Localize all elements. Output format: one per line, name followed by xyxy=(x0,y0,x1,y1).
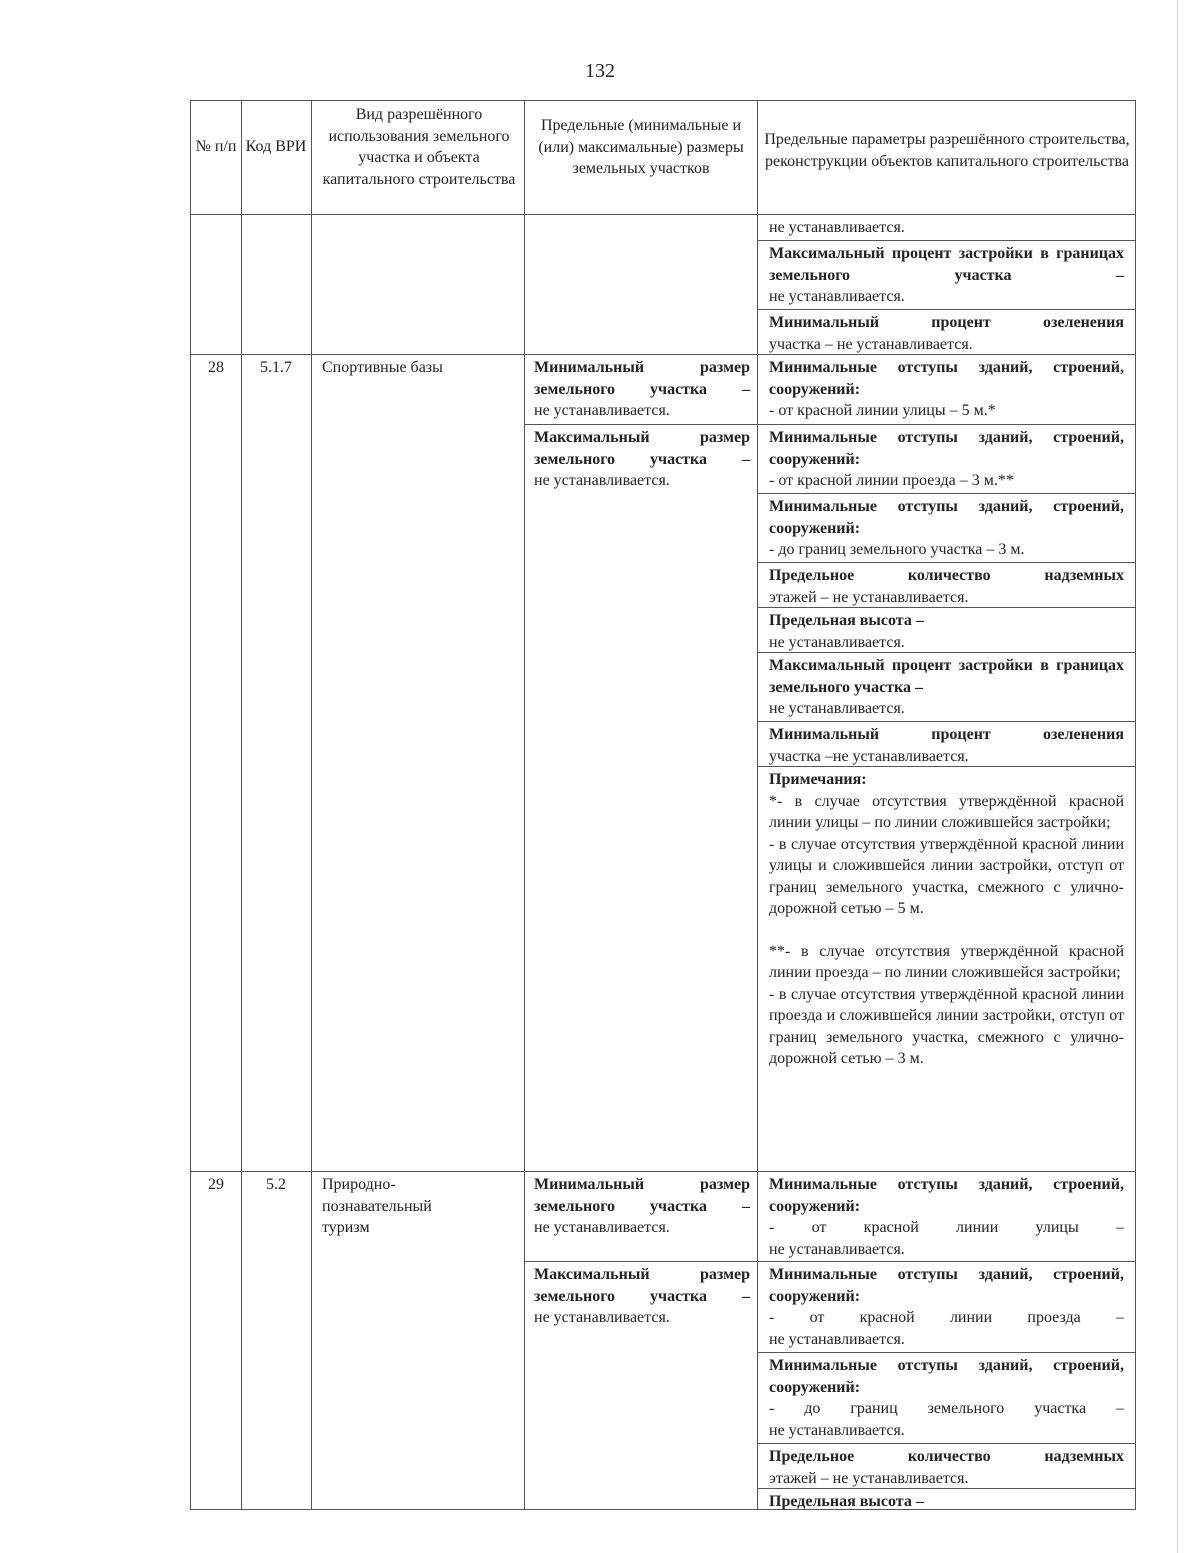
row-28-param-7: Минимальный процент озеленения участка –не устанавливается. xyxy=(769,726,1124,765)
param-divider xyxy=(757,562,1135,563)
row-29-name: Природно-познавательный туризм xyxy=(322,1176,432,1236)
param-divider xyxy=(757,1443,1135,1444)
row-29-code: 5.2 xyxy=(266,1176,286,1193)
header-type: Вид разрешённого использования земельного участка и объекта капитального строительства xyxy=(322,106,516,188)
page-number: 132 xyxy=(585,60,615,82)
row-28-param-4: Предельное количество надземных этажей – не устанавливается. xyxy=(769,567,1124,606)
header-params: Предельные параметры разрешённого строительства, реконструкции объектов капитального строительства xyxy=(764,131,1130,170)
row-28-code: 5.1.7 xyxy=(260,359,292,376)
regulations-table xyxy=(190,100,1136,1510)
param-divider xyxy=(757,309,1135,310)
row-29-param-2: Минимальные отступы зданий, строений, сооружений: - от красной линии проезда – не устанавливается. xyxy=(769,1266,1124,1348)
col-line xyxy=(757,101,758,1509)
row-29-param-3: Минимальные отступы зданий, строений, сооружений: - до границ земельного участка – не устанавливается. xyxy=(769,1357,1124,1439)
header-bottom-line xyxy=(191,214,1135,215)
param-divider xyxy=(757,1352,1135,1353)
col-line xyxy=(311,101,312,1509)
header-size: Предельные (минимальные и (или) максимальные) размеры земельных участков xyxy=(538,117,744,177)
row-29-max-size: Максимальный размер земельного участка – не устанавливается. xyxy=(534,1266,750,1326)
header-code: Код ВРИ xyxy=(245,138,307,155)
size-divider xyxy=(524,1261,757,1262)
row-28-notes xyxy=(769,769,1124,1070)
note: - в случае отсутствия утверждённой красной линии улицы и сложившейся линии застройки, отступ от границ земельного участка, смежного с улично-дорожной сетью – 5 м. xyxy=(769,835,1124,917)
row-28-param-1: Минимальные отступы зданий, строений, сооружений: - от красной линии улицы – 5 м.* xyxy=(769,359,1124,419)
row-28-num: 28 xyxy=(208,359,224,376)
note: *- в случае отсутствия утверждённой красной линии улицы – по линии сложившейся застройки; xyxy=(769,792,1124,831)
note: - в случае отсутствия утверждённой красной линии проезда и сложившейся линии застройки, отступ от границ земельного участка, смежного с улично-дорожной сетью – 3 м. xyxy=(769,985,1124,1067)
note: **- в случае отсутствия утверждённой красной линии проезда – по линии сложившейся застройки; xyxy=(769,942,1124,981)
col-line xyxy=(524,101,525,1509)
param-divider xyxy=(757,1261,1135,1262)
row-29-num: 29 xyxy=(208,1176,224,1193)
continuation-text-3: Минимальный процент озеленения участка – не устанавливается. xyxy=(769,314,1124,353)
row-29-param-4: Предельное количество надземных этажей – не устанавливается. xyxy=(769,1448,1124,1487)
param-divider xyxy=(757,240,1135,241)
header-num: № п/п xyxy=(195,138,237,155)
row-28-param-2: Минимальные отступы зданий, строений, сооружений: - от красной линии проезда – 3 м.** xyxy=(769,429,1124,489)
continuation-text-2: Максимальный процент застройки в границах земельного участка – не устанавливается. xyxy=(769,245,1124,305)
row-28-param-5: Предельная высота – не устанавливается. xyxy=(769,612,924,651)
row-29-top-line xyxy=(191,1171,1135,1172)
row-28-max-size: Максимальный размер земельного участка – не устанавливается. xyxy=(534,429,750,489)
row-28-min-size: Минимальный размер земельного участка – не устанавливается. xyxy=(534,359,750,419)
notes-title: Примечания: xyxy=(769,771,867,788)
size-divider xyxy=(524,424,757,425)
continuation-text-1: не устанавливается. xyxy=(769,219,905,236)
col-line xyxy=(241,101,242,1509)
param-divider xyxy=(757,493,1135,494)
row-29-param-5: Предельная высота – xyxy=(769,1493,924,1510)
scan-edge-line xyxy=(1177,0,1178,1553)
param-divider xyxy=(757,721,1135,722)
row-28-name: Спортивные базы xyxy=(322,359,443,376)
row-29-param-1: Минимальные отступы зданий, строений, сооружений: - от красной линии улицы – не устанавливается. xyxy=(769,1176,1124,1258)
row-28-param-6: Максимальный процент застройки в границах земельного участка – не устанавливается. xyxy=(769,657,1124,717)
row-28-param-3: Минимальные отступы зданий, строений, сооружений: - до границ земельного участка – 3 м. xyxy=(769,498,1124,558)
param-divider xyxy=(757,424,1135,425)
row-29-min-size: Минимальный размер земельного участка – не устанавливается. xyxy=(534,1176,750,1236)
